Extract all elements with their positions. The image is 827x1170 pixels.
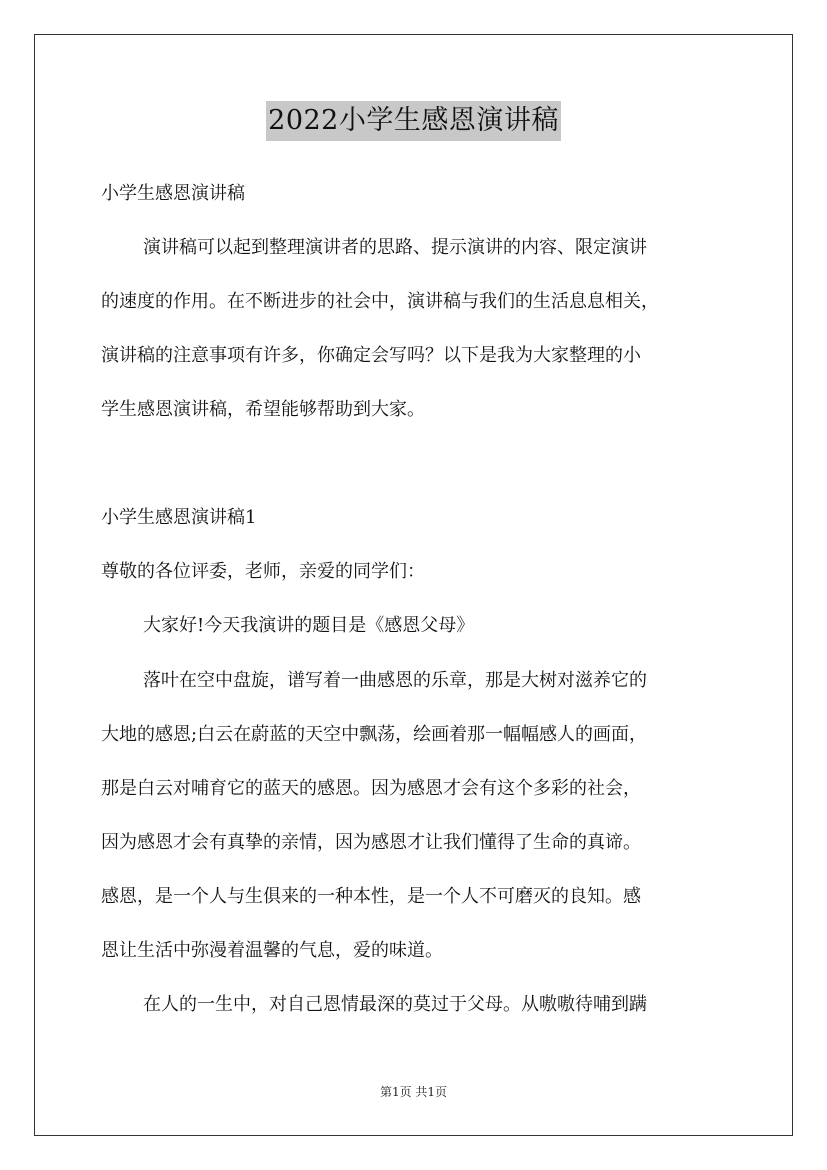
subtitle: 小学生感恩演讲稿: [101, 183, 245, 204]
paragraph-line: 在人的一生中，对自己恩情最深的莫过于父母。从嗷嗷待哺到蹒: [143, 994, 647, 1015]
paragraph-line: 的速度的作用。在不断进步的社会中，演讲稿与我们的生活息息相关，: [101, 291, 659, 312]
paragraph-line: 大家好!今天我演讲的题目是《感恩父母》: [143, 615, 475, 636]
paragraph-line: 恩让生活中弥漫着温馨的气息，爱的味道。: [101, 940, 443, 961]
paragraph-line: 演讲稿可以起到整理演讲者的思路、提示演讲的内容、限定演讲: [143, 237, 647, 258]
paragraph-line: 学生感恩演讲稿，希望能够帮助到大家。: [101, 399, 425, 420]
page-footer: 第1页 共1页: [379, 1085, 448, 1099]
document-title: 2022小学生感恩演讲稿: [266, 101, 561, 141]
paragraph-line: 因为感恩才会有真挚的亲情，因为感恩才让我们懂得了生命的真谛。: [101, 832, 641, 853]
section-heading: 小学生感恩演讲稿1: [101, 507, 257, 528]
paragraph-line: 落叶在空中盘旋，谱写着一曲感恩的乐章，那是大树对滋养它的: [143, 670, 647, 691]
paragraph-line: 感恩，是一个人与生俱来的一种本性，是一个人不可磨灭的良知。感: [101, 886, 641, 907]
paragraph-line: 那是白云对哺育它的蓝天的感恩。因为感恩才会有这个多彩的社会，: [101, 778, 641, 799]
paragraph-line: 大地的感恩;白云在蔚蓝的天空中飘荡，绘画着那一幅幅感人的画面，: [101, 724, 648, 745]
paragraph-line: 演讲稿的注意事项有许多，你确定会写吗？以下是我为大家整理的小: [101, 345, 641, 366]
title-container: [0, 101, 827, 141]
salutation: 尊敬的各位评委，老师，亲爱的同学们：: [101, 561, 425, 582]
